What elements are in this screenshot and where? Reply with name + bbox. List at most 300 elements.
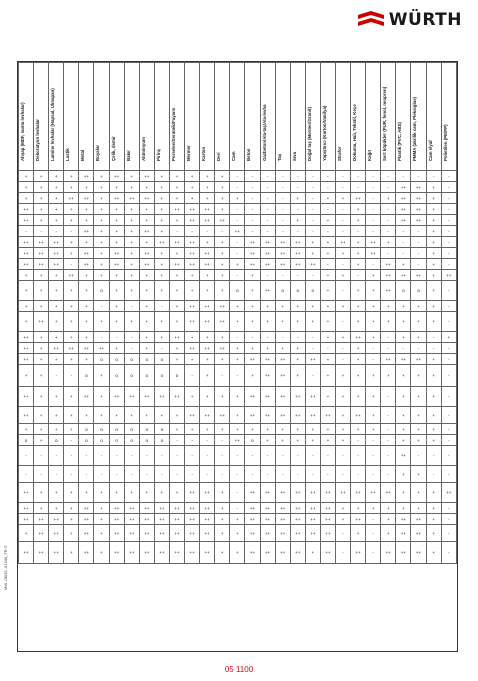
rating-cell: + bbox=[215, 193, 230, 204]
rating-cell: - bbox=[426, 466, 441, 483]
rating-cell: + bbox=[154, 259, 169, 270]
rating-cell: + bbox=[396, 466, 411, 483]
rating-cell: + bbox=[320, 424, 335, 435]
rating-cell: o bbox=[411, 281, 426, 301]
rating-cell: - bbox=[154, 301, 169, 312]
rating-cell: - bbox=[34, 466, 49, 483]
rating-cell: + bbox=[396, 503, 411, 514]
table-row bbox=[19, 312, 457, 332]
rating-cell: + bbox=[411, 301, 426, 312]
rating-cell: + bbox=[411, 332, 426, 343]
rating-cell: + bbox=[230, 312, 245, 332]
rating-cell: ++ bbox=[290, 387, 305, 407]
rating-cell: - bbox=[139, 466, 154, 483]
rating-cell: - bbox=[335, 525, 350, 542]
rating-cell: - bbox=[320, 171, 335, 182]
rating-cell: + bbox=[351, 204, 366, 215]
rating-cell: + bbox=[320, 281, 335, 301]
rating-cell: + bbox=[34, 301, 49, 312]
rating-cell: + bbox=[64, 312, 79, 332]
table-row bbox=[19, 270, 457, 281]
rating-cell: ++ bbox=[34, 312, 49, 332]
rating-cell: + bbox=[94, 514, 109, 525]
rating-cell: - bbox=[154, 343, 169, 354]
rating-cell: - bbox=[320, 466, 335, 483]
rating-cell: ++ bbox=[185, 301, 200, 312]
rating-cell: + bbox=[441, 332, 456, 343]
rating-cell: + bbox=[366, 407, 381, 424]
rating-cell: + bbox=[64, 171, 79, 182]
column-header-label: Lamine levhalar (Hapsal, Ulmapan) bbox=[50, 88, 56, 161]
rating-cell: + bbox=[290, 354, 305, 365]
rating-cell: + bbox=[215, 387, 230, 407]
rating-cell: + bbox=[411, 435, 426, 446]
rating-cell: + bbox=[49, 354, 64, 365]
rating-cell: - bbox=[320, 259, 335, 270]
rating-cell: ++ bbox=[200, 525, 215, 542]
rating-cell: + bbox=[305, 301, 320, 312]
rating-cell: ++ bbox=[245, 259, 260, 270]
rating-cell: + bbox=[49, 407, 64, 424]
rating-cell: ++ bbox=[19, 215, 34, 226]
rating-cell: + bbox=[215, 503, 230, 514]
rating-cell: ++ bbox=[290, 542, 305, 564]
rating-cell: + bbox=[200, 270, 215, 281]
rating-cell: - bbox=[351, 182, 366, 193]
table-row bbox=[19, 171, 457, 182]
rating-cell: + bbox=[381, 365, 396, 387]
rating-cell: ++ bbox=[185, 407, 200, 424]
rating-cell: - bbox=[381, 332, 396, 343]
column-header bbox=[260, 63, 275, 171]
rating-cell: + bbox=[154, 193, 169, 204]
rating-cell: + bbox=[215, 483, 230, 503]
rating-cell: - bbox=[290, 446, 305, 466]
rating-cell: + bbox=[124, 483, 139, 503]
rating-cell: - bbox=[441, 237, 456, 248]
rating-cell: + bbox=[426, 204, 441, 215]
table-row bbox=[19, 525, 457, 542]
rating-cell: + bbox=[411, 365, 426, 387]
rating-cell: ++ bbox=[34, 259, 49, 270]
rating-cell: ++ bbox=[275, 525, 290, 542]
rating-cell: ++ bbox=[260, 483, 275, 503]
column-header bbox=[290, 63, 305, 171]
rating-cell: - bbox=[396, 237, 411, 248]
rating-cell: - bbox=[230, 446, 245, 466]
column-header bbox=[94, 63, 109, 171]
rating-cell: ++ bbox=[200, 503, 215, 514]
rating-cell: + bbox=[335, 424, 350, 435]
rating-cell: + bbox=[230, 301, 245, 312]
rating-cell: + bbox=[426, 525, 441, 542]
rating-cell: + bbox=[19, 301, 34, 312]
column-header-label: Gazbeton/Ala-taş/Ala-levha bbox=[261, 104, 267, 161]
table-row bbox=[19, 354, 457, 365]
rating-cell: + bbox=[305, 312, 320, 332]
rating-cell: ++ bbox=[79, 343, 94, 354]
rating-cell: + bbox=[34, 365, 49, 387]
rating-cell: - bbox=[351, 435, 366, 446]
rating-cell: - bbox=[366, 542, 381, 564]
rating-cell: + bbox=[305, 237, 320, 248]
table-row bbox=[19, 215, 457, 226]
rating-cell: + bbox=[94, 226, 109, 237]
rating-cell: - bbox=[335, 226, 350, 237]
rating-cell: ++ bbox=[351, 542, 366, 564]
rating-cell: ++ bbox=[215, 407, 230, 424]
rating-cell: - bbox=[441, 514, 456, 525]
rating-cell: ++ bbox=[260, 281, 275, 301]
column-header-label: Deri bbox=[216, 152, 222, 161]
rating-cell: + bbox=[19, 365, 34, 387]
rating-cell: - bbox=[366, 171, 381, 182]
rating-cell: ++ bbox=[411, 514, 426, 525]
rating-cell: + bbox=[320, 270, 335, 281]
rating-cell: + bbox=[94, 248, 109, 259]
rating-cell: ++ bbox=[139, 514, 154, 525]
rating-cell: ++ bbox=[49, 248, 64, 259]
rating-cell: - bbox=[441, 301, 456, 312]
rating-cell: + bbox=[109, 281, 124, 301]
rating-cell: - bbox=[19, 446, 34, 466]
rating-cell: + bbox=[426, 312, 441, 332]
rating-cell: ++ bbox=[124, 387, 139, 407]
rating-cell: + bbox=[230, 525, 245, 542]
rating-cell: ++ bbox=[200, 248, 215, 259]
rating-cell: - bbox=[441, 354, 456, 365]
rating-cell: + bbox=[169, 301, 184, 312]
table-row bbox=[19, 365, 457, 387]
table-row bbox=[19, 407, 457, 424]
rating-cell: + bbox=[34, 171, 49, 182]
rating-cell: + bbox=[351, 354, 366, 365]
column-header-label: Polietilen (PE/PP) bbox=[442, 124, 448, 161]
rating-cell: + bbox=[320, 248, 335, 259]
rating-cell: ++ bbox=[351, 483, 366, 503]
rating-cell: - bbox=[305, 332, 320, 343]
wurth-logo-mark-icon bbox=[358, 11, 384, 29]
rating-cell: + bbox=[230, 259, 245, 270]
rating-cell: - bbox=[260, 171, 275, 182]
rating-cell: + bbox=[215, 182, 230, 193]
rating-cell: + bbox=[275, 343, 290, 354]
rating-cell: + bbox=[426, 503, 441, 514]
rating-cell: + bbox=[154, 171, 169, 182]
table-row bbox=[19, 332, 457, 343]
rating-cell: ++ bbox=[290, 514, 305, 525]
rating-cell: + bbox=[79, 332, 94, 343]
rating-cell: ++ bbox=[185, 483, 200, 503]
rating-cell: o bbox=[19, 435, 34, 446]
rating-cell: ++ bbox=[215, 215, 230, 226]
rating-cell: - bbox=[275, 332, 290, 343]
rating-cell: + bbox=[351, 259, 366, 270]
rating-cell: - bbox=[185, 226, 200, 237]
rating-cell: ++ bbox=[139, 503, 154, 514]
rating-cell: + bbox=[169, 171, 184, 182]
rating-cell: + bbox=[94, 171, 109, 182]
column-header-label: Alüminyum bbox=[140, 137, 146, 161]
rating-cell: ++ bbox=[169, 387, 184, 407]
rating-cell: + bbox=[290, 193, 305, 204]
rating-cell: ++ bbox=[109, 193, 124, 204]
rating-cell: ++ bbox=[79, 542, 94, 564]
rating-cell: o bbox=[79, 365, 94, 387]
rating-cell: + bbox=[320, 435, 335, 446]
rating-cell: ++ bbox=[320, 542, 335, 564]
column-header-label: Kağıt bbox=[367, 150, 373, 161]
rating-cell: ++ bbox=[245, 387, 260, 407]
rating-cell: - bbox=[124, 343, 139, 354]
rating-cell: - bbox=[366, 215, 381, 226]
rating-cell: + bbox=[426, 354, 441, 365]
rating-cell: + bbox=[396, 301, 411, 312]
rating-cell: - bbox=[381, 446, 396, 466]
rating-cell: - bbox=[381, 182, 396, 193]
rating-cell: + bbox=[124, 226, 139, 237]
rating-cell: + bbox=[426, 387, 441, 407]
rating-cell: + bbox=[109, 483, 124, 503]
rating-cell: - bbox=[381, 424, 396, 435]
rating-cell: + bbox=[79, 483, 94, 503]
rating-cell: - bbox=[366, 435, 381, 446]
column-header bbox=[154, 63, 169, 171]
rating-cell: ++ bbox=[200, 312, 215, 332]
rating-cell: + bbox=[185, 193, 200, 204]
rating-cell: + bbox=[351, 248, 366, 259]
rating-cell: - bbox=[200, 435, 215, 446]
rating-cell: + bbox=[396, 259, 411, 270]
rating-cell: ++ bbox=[19, 503, 34, 514]
column-header bbox=[275, 63, 290, 171]
rating-cell: - bbox=[260, 270, 275, 281]
rating-cell: - bbox=[275, 446, 290, 466]
rating-cell: + bbox=[215, 248, 230, 259]
rating-cell: ++ bbox=[275, 248, 290, 259]
rating-cell: ++ bbox=[215, 301, 230, 312]
rating-cell: + bbox=[396, 483, 411, 503]
rating-cell: + bbox=[230, 354, 245, 365]
rating-cell: + bbox=[169, 424, 184, 435]
rating-cell: ++ bbox=[64, 343, 79, 354]
rating-cell: + bbox=[94, 365, 109, 387]
rating-cell: ++ bbox=[154, 525, 169, 542]
rating-cell: + bbox=[109, 226, 124, 237]
rating-cell: ++ bbox=[124, 525, 139, 542]
rating-cell: + bbox=[49, 281, 64, 301]
table-row bbox=[19, 446, 457, 466]
rating-cell: ++ bbox=[64, 270, 79, 281]
rating-cell: + bbox=[215, 424, 230, 435]
rating-cell: + bbox=[426, 182, 441, 193]
column-header bbox=[169, 63, 184, 171]
rating-cell: + bbox=[215, 514, 230, 525]
rating-cell: - bbox=[411, 248, 426, 259]
rating-cell: + bbox=[185, 424, 200, 435]
rating-cell: - bbox=[200, 466, 215, 483]
rating-cell: + bbox=[124, 171, 139, 182]
rating-cell: - bbox=[230, 365, 245, 387]
rating-cell: + bbox=[139, 270, 154, 281]
rating-cell: + bbox=[200, 354, 215, 365]
rating-cell: + bbox=[19, 270, 34, 281]
rating-cell: - bbox=[230, 332, 245, 343]
rating-cell: - bbox=[305, 466, 320, 483]
rating-cell: ++ bbox=[260, 365, 275, 387]
rating-cell: ++ bbox=[169, 237, 184, 248]
rating-cell: + bbox=[139, 301, 154, 312]
rating-cell: ++ bbox=[366, 237, 381, 248]
rating-cell: + bbox=[305, 542, 320, 564]
rating-cell: - bbox=[49, 446, 64, 466]
rating-cell: + bbox=[411, 312, 426, 332]
rating-cell: - bbox=[260, 466, 275, 483]
rating-cell: ++ bbox=[381, 542, 396, 564]
rating-cell: ++ bbox=[200, 301, 215, 312]
rating-cell: - bbox=[260, 226, 275, 237]
rating-cell: - bbox=[275, 204, 290, 215]
rating-cell: + bbox=[109, 301, 124, 312]
rating-cell: o bbox=[139, 424, 154, 435]
rating-cell: + bbox=[381, 193, 396, 204]
rating-cell: - bbox=[215, 226, 230, 237]
rating-cell: - bbox=[441, 312, 456, 332]
rating-cell: + bbox=[351, 343, 366, 354]
rating-cell: + bbox=[426, 248, 441, 259]
rating-cell: - bbox=[441, 171, 456, 182]
rating-cell: - bbox=[34, 446, 49, 466]
rating-cell: ++ bbox=[124, 503, 139, 514]
rating-cell: ++ bbox=[396, 215, 411, 226]
rating-cell: + bbox=[215, 204, 230, 215]
table-row bbox=[19, 483, 457, 503]
rating-cell: ++ bbox=[381, 259, 396, 270]
rating-cell: + bbox=[139, 343, 154, 354]
rating-cell: + bbox=[366, 312, 381, 332]
rating-cell: ++ bbox=[290, 525, 305, 542]
rating-cell: + bbox=[34, 193, 49, 204]
rating-cell: - bbox=[351, 466, 366, 483]
rating-cell: ++ bbox=[139, 193, 154, 204]
rating-cell: + bbox=[169, 215, 184, 226]
rating-cell: + bbox=[396, 332, 411, 343]
column-header-label: Dekoratyon levhalar bbox=[35, 119, 41, 161]
rating-cell: + bbox=[351, 525, 366, 542]
rating-cell: - bbox=[64, 226, 79, 237]
rating-cell: - bbox=[124, 466, 139, 483]
rating-cell: ++ bbox=[305, 483, 320, 503]
rating-cell: o bbox=[79, 435, 94, 446]
rating-cell: - bbox=[305, 270, 320, 281]
column-header-label: Boyalar bbox=[95, 144, 101, 161]
rating-cell: + bbox=[185, 387, 200, 407]
rating-cell: + bbox=[366, 301, 381, 312]
rating-cell: + bbox=[124, 215, 139, 226]
rating-cell: + bbox=[124, 204, 139, 215]
column-header bbox=[305, 63, 320, 171]
rating-cell: ++ bbox=[411, 354, 426, 365]
rating-cell: ++ bbox=[109, 525, 124, 542]
rating-cell: - bbox=[290, 270, 305, 281]
rating-cell: - bbox=[94, 332, 109, 343]
rating-cell: + bbox=[335, 503, 350, 514]
rating-cell: + bbox=[335, 365, 350, 387]
rating-cell: ++ bbox=[381, 354, 396, 365]
rating-cell: + bbox=[139, 281, 154, 301]
rating-cell: - bbox=[230, 237, 245, 248]
column-header-label: Doğal taş (Mermer/Granit) bbox=[306, 107, 312, 161]
rating-cell: ++ bbox=[260, 525, 275, 542]
rating-cell: + bbox=[290, 435, 305, 446]
rating-cell: - bbox=[245, 226, 260, 237]
rating-cell: - bbox=[215, 435, 230, 446]
rating-cell: ++ bbox=[411, 542, 426, 564]
rating-cell: ++ bbox=[200, 204, 215, 215]
rating-cell: - bbox=[335, 281, 350, 301]
rating-cell: ++ bbox=[109, 542, 124, 564]
rating-cell: + bbox=[215, 270, 230, 281]
rating-cell: - bbox=[19, 466, 34, 483]
rating-cell: + bbox=[94, 270, 109, 281]
rating-cell: + bbox=[34, 281, 49, 301]
rating-cell: + bbox=[335, 514, 350, 525]
rating-cell: - bbox=[381, 387, 396, 407]
rating-cell: + bbox=[139, 215, 154, 226]
rating-cell: + bbox=[64, 387, 79, 407]
rating-cell: + bbox=[260, 312, 275, 332]
rating-cell: ++ bbox=[200, 259, 215, 270]
rating-cell: - bbox=[275, 171, 290, 182]
rating-cell: + bbox=[19, 424, 34, 435]
rating-cell: + bbox=[185, 182, 200, 193]
rating-cell: + bbox=[49, 193, 64, 204]
rating-cell: - bbox=[381, 343, 396, 354]
rating-cell: ++ bbox=[124, 193, 139, 204]
rating-cell: ++ bbox=[19, 407, 34, 424]
rating-cell: ++ bbox=[34, 514, 49, 525]
rating-cell: ++ bbox=[109, 514, 124, 525]
rating-cell: ++ bbox=[305, 503, 320, 514]
rating-cell: ++ bbox=[49, 542, 64, 564]
rating-cell: - bbox=[351, 446, 366, 466]
rating-cell: + bbox=[366, 387, 381, 407]
rating-cell: + bbox=[49, 424, 64, 435]
rating-cell: - bbox=[245, 171, 260, 182]
rating-cell: - bbox=[305, 226, 320, 237]
rating-cell: + bbox=[154, 215, 169, 226]
rating-cell: + bbox=[124, 281, 139, 301]
rating-cell: ++ bbox=[320, 525, 335, 542]
rating-cell: + bbox=[169, 270, 184, 281]
rating-cell: + bbox=[335, 332, 350, 343]
rating-cell: + bbox=[381, 525, 396, 542]
rating-cell: - bbox=[305, 343, 320, 354]
rating-cell: + bbox=[64, 483, 79, 503]
document-code: MW -08/15 -07440_TR © bbox=[3, 545, 8, 590]
rating-cell: + bbox=[64, 182, 79, 193]
rating-cell: + bbox=[260, 343, 275, 354]
rating-cell: - bbox=[351, 270, 366, 281]
column-header-label: Taş bbox=[276, 153, 282, 161]
rating-cell: ++ bbox=[260, 237, 275, 248]
rating-cell: - bbox=[79, 466, 94, 483]
rating-cell: - bbox=[245, 466, 260, 483]
rating-cell: - bbox=[64, 466, 79, 483]
rating-cell: + bbox=[49, 270, 64, 281]
rating-cell: + bbox=[381, 237, 396, 248]
column-header bbox=[34, 63, 49, 171]
